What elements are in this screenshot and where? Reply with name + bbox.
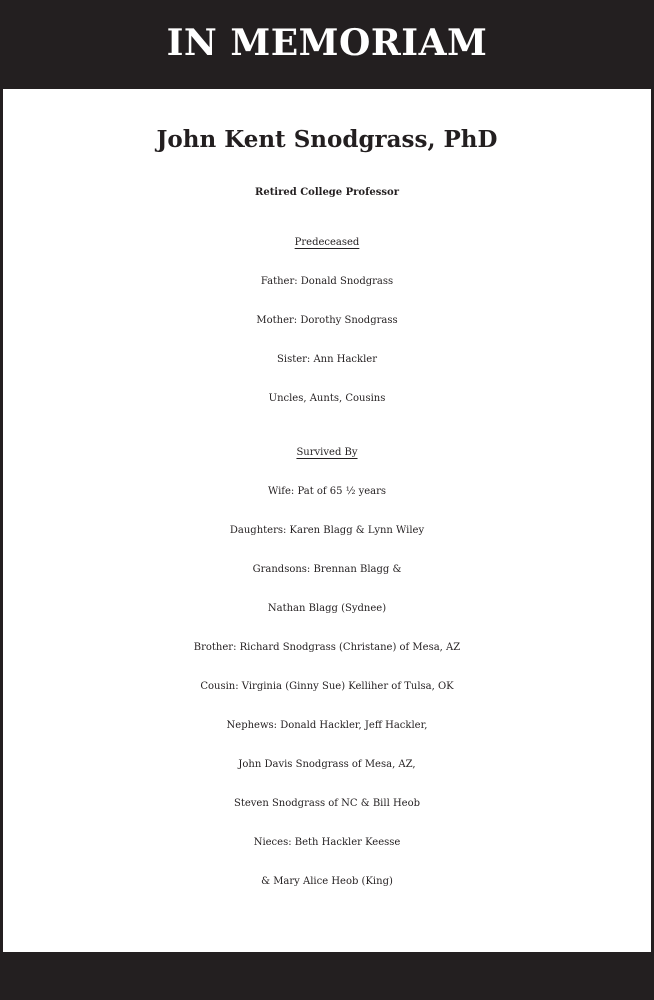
list-item: Daughters: Karen Blagg & Lynn Wiley (229, 525, 425, 536)
list-item: Uncles, Aunts, Cousins (268, 393, 386, 404)
list-item: Nieces: Beth Hackler Keesse (253, 837, 401, 848)
header-banner (0, 0, 654, 89)
list-item: Father: Donald Snodgrass (260, 276, 394, 287)
list-item: Wife: Pat of 65 ½ years (267, 486, 387, 497)
footer-bar (0, 952, 654, 1000)
list-item: Steven Snodgrass of NC & Bill Heob (233, 798, 420, 809)
obituary-panel (3, 89, 651, 952)
list-item: Nathan Blagg (Sydnee) (267, 603, 387, 614)
deceased-name: John Kent Snodgrass, PhD (156, 126, 498, 153)
deceased-title: Retired College Professor (255, 187, 399, 198)
list-item: Cousin: Virginia (Ginny Sue) Kelliher of Tulsa, OK (200, 681, 454, 692)
list-item: Sister: Ann Hackler (277, 354, 377, 365)
list-item: Brother: Richard Snodgrass (Christane) of Mesa, AZ (193, 642, 461, 653)
list-item: Nephews: Donald Hackler, Jeff Hackler, (226, 720, 428, 731)
banner-title: IN MEMORIAM (166, 21, 488, 64)
predeceased-heading: Predeceased (294, 237, 360, 248)
survived-by-heading: Survived By (296, 447, 358, 458)
list-item: Grandsons: Brennan Blagg & (252, 564, 402, 575)
list-item: & Mary Alice Heob (King) (261, 876, 393, 887)
survived-by-list (3, 472, 651, 901)
list-item: Mother: Dorothy Snodgrass (256, 315, 398, 326)
list-item: John Davis Snodgrass of Mesa, AZ, (238, 759, 416, 770)
predeceased-list (3, 262, 651, 418)
